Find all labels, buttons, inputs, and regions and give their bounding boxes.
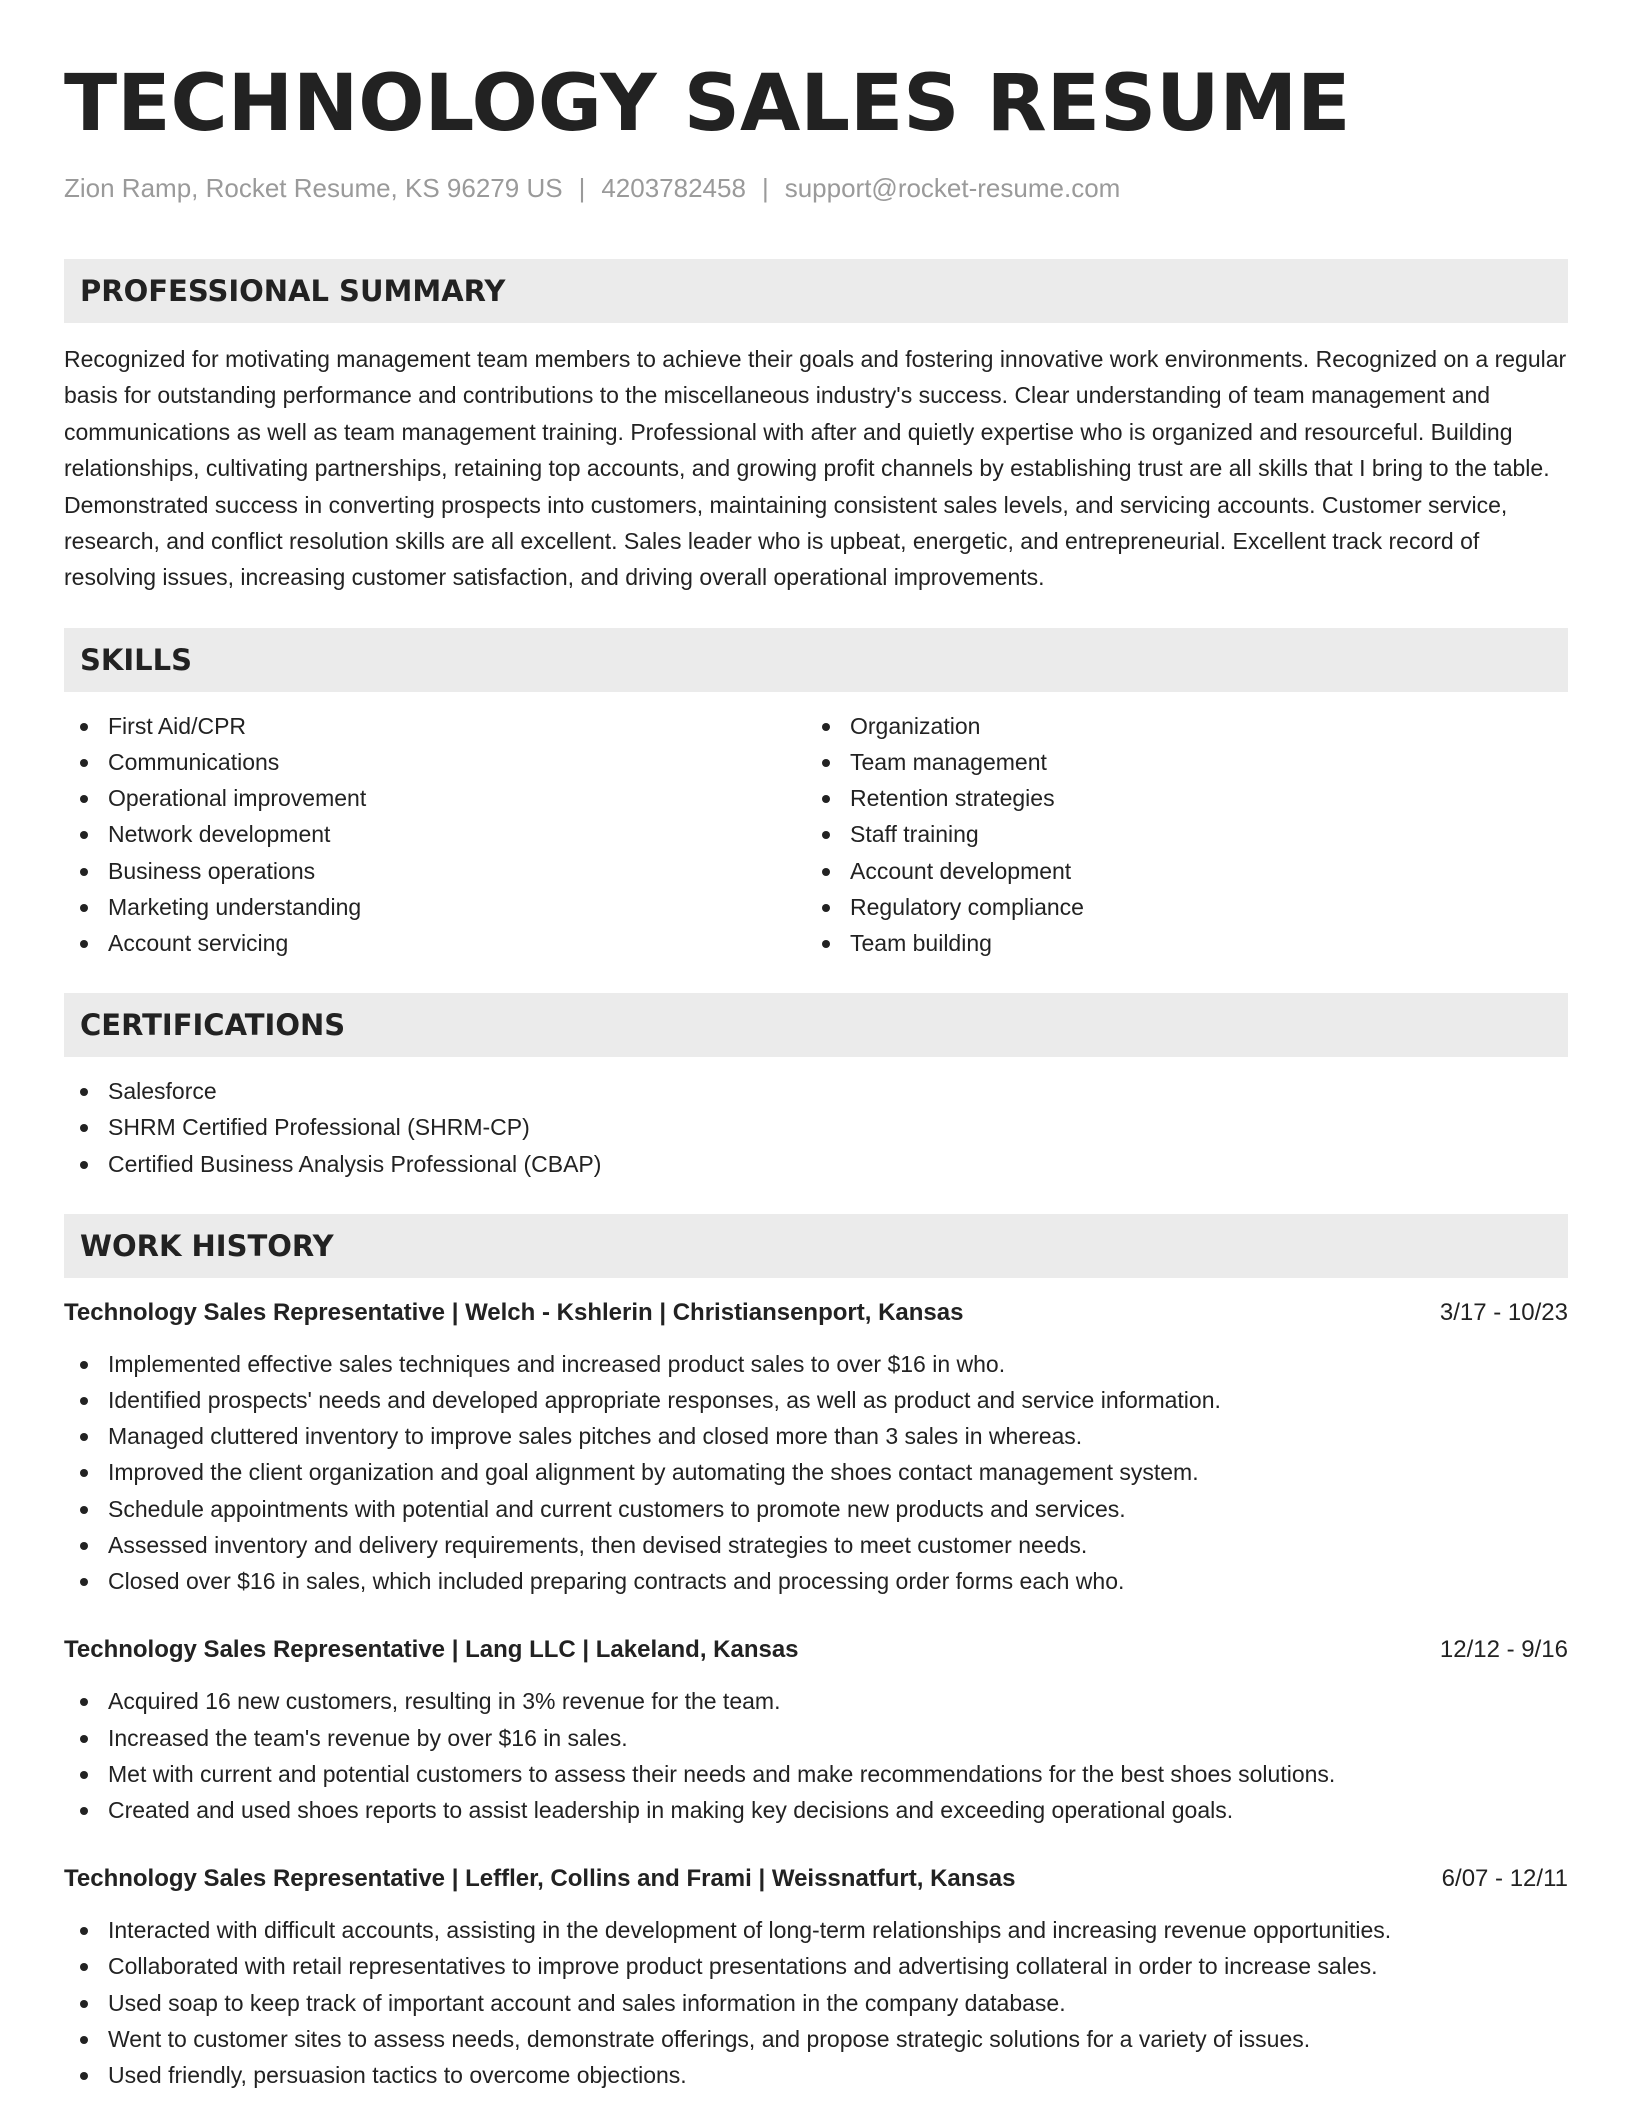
skill-item — [806, 744, 1548, 780]
job-bullet — [64, 2057, 1568, 2093]
job-bullet — [64, 1792, 1568, 1828]
bullet-dot — [80, 795, 88, 803]
skill-item-text: Regulatory compliance — [850, 893, 1084, 920]
job-bullet-text: Met with current and potential customers to assess their needs and make recommendations for the best shoes solutions. — [108, 1760, 1336, 1787]
skill-item — [64, 925, 806, 961]
job-entry — [64, 1633, 1568, 1828]
bullet-dot — [80, 1088, 88, 1096]
job-bullet — [64, 2021, 1568, 2057]
job-bullet — [64, 1418, 1568, 1454]
skill-item-text: Staff training — [850, 821, 979, 848]
job-bullet — [64, 1985, 1568, 2021]
job-bullet — [64, 1346, 1568, 1382]
bullet-dot — [80, 1963, 88, 1971]
job-bullet — [64, 1683, 1568, 1719]
skill-item — [806, 816, 1548, 852]
job-bullet-text: Interacted with difficult accounts, assisting in the development of long-term relationships and increasing revenue opportunities. — [108, 1917, 1392, 1944]
contact-phone: 4203782458 — [601, 173, 746, 203]
bullet-dot — [80, 1161, 88, 1169]
job-header — [64, 1633, 1568, 1667]
bullet-dot — [822, 940, 830, 948]
skill-item-text: Organization — [850, 712, 981, 739]
skill-item — [64, 708, 806, 744]
skill-item — [806, 708, 1548, 744]
contact-address: Zion Ramp, Rocket Resume, KS 96279 US — [64, 173, 563, 203]
contact-separator: | — [578, 173, 586, 203]
job-entry — [64, 1296, 1568, 1599]
bullet-dot — [80, 2036, 88, 2044]
skill-item-text: Account servicing — [108, 930, 289, 957]
summary-text: Recognized for motivating management team members to achieve their goals and fostering innovative work environments. Recognized on a regular basis for outstanding performance and contributions to the miscellaneous industry's success. Clear understanding of team management and communications as well as team management training. Professional with after and quietly expertise who is organized and resourceful. Building relationships, cultivating partnerships, retaining top accounts, and growing profit channels by establishing trust are all skills that I bring to the table. Demonstrated success in converting prospects into customers, maintaining consistent sales levels, and servicing accounts. Customer service, research, and conflict resolution skills are all excellent. Sales leader who is upbeat, energetic, and entrepreneurial. Excellent track record of resolving issues, increasing customer satisfaction, and driving overall operational improvements. — [64, 346, 1567, 591]
job-bullet — [64, 1382, 1568, 1418]
job-header — [64, 1296, 1568, 1330]
skill-item-text: Business operations — [108, 857, 316, 884]
job-bullet — [64, 1454, 1568, 1490]
section-heading-summary: PROFESSIONAL SUMMARY — [64, 259, 1568, 323]
section-heading-skills: SKILLS — [64, 628, 1568, 692]
section-heading-certifications: CERTIFICATIONS — [64, 993, 1568, 1057]
skill-item-text: Account development — [850, 857, 1072, 884]
certification-item-text: SHRM Certified Professional (SHRM-CP) — [108, 1114, 530, 1141]
job-bullet-text: Collaborated with retail representatives to improve product presentations and advertising collateral in order to increase sales. — [108, 1953, 1378, 1980]
job-bullet-text: Acquired 16 new customers, resulting in 3% revenue for the team. — [108, 1688, 781, 1715]
bullet-dot — [80, 1698, 88, 1706]
bullet-dot — [80, 759, 88, 767]
bullet-dot — [822, 868, 830, 876]
bullet-dot — [80, 1542, 88, 1550]
skill-item — [64, 744, 806, 780]
job-title: Technology Sales Representative | Lang LLC | Lakeland, Kansas — [64, 1636, 799, 1664]
bullet-dot — [822, 723, 830, 731]
bullet-dot — [80, 1433, 88, 1441]
bullet-dot — [80, 2000, 88, 2008]
bullet-dot — [80, 1807, 88, 1815]
job-bullet-text: Created and used shoes reports to assist leadership in making key decisions and exceeding operational goals. — [108, 1796, 1234, 1823]
bullet-dot — [80, 831, 88, 839]
job-bullet-text: Identified prospects' needs and developed appropriate responses, as well as product and service information. — [108, 1387, 1221, 1414]
certification-item — [64, 1073, 1568, 1109]
bullet-dot — [80, 1124, 88, 1132]
skill-item-text: Marketing understanding — [108, 893, 362, 920]
skill-item-text: Communications — [108, 749, 280, 776]
job-bullet — [64, 1756, 1568, 1792]
certification-item — [64, 1146, 1568, 1182]
skill-item — [806, 889, 1548, 925]
job-bullet-text: Increased the team's revenue by over $16 in sales. — [108, 1724, 628, 1751]
bullet-dot — [80, 1506, 88, 1514]
job-dates: 6/07 - 12/11 — [1441, 1865, 1568, 1893]
bullet-dot — [80, 1771, 88, 1779]
skill-item-text: First Aid/CPR — [108, 712, 247, 739]
job-bullet-text: Used friendly, persuasion tactics to overcome objections. — [108, 2061, 687, 2088]
skill-item-text: Operational improvement — [108, 785, 367, 812]
bullet-dot — [80, 904, 88, 912]
job-bullet-text: Closed over $16 in sales, which included preparing contracts and processing order forms each who. — [108, 1568, 1125, 1595]
job-bullets — [64, 1912, 1568, 2093]
job-header — [64, 1862, 1568, 1896]
job-dates: 3/17 - 10/23 — [1439, 1298, 1568, 1326]
job-title: Technology Sales Representative | Leffler, Collins and Frami | Weissnatfurt, Kansas — [64, 1865, 1016, 1893]
bullet-dot — [822, 831, 830, 839]
contact-separator: | — [761, 173, 769, 203]
certification-item-text: Certified Business Analysis Professional (CBAP) — [108, 1150, 602, 1177]
bullet-dot — [80, 868, 88, 876]
job-bullet-text: Schedule appointments with potential and current customers to promote new products and services. — [108, 1495, 1126, 1522]
job-bullet-text: Improved the client organization and goal alignment by automating the shoes contact management system. — [108, 1459, 1199, 1486]
job-bullet-text: Implemented effective sales techniques and increased product sales to over $16 in who. — [108, 1350, 1006, 1377]
bullet-dot — [822, 795, 830, 803]
skills-list-right — [806, 708, 1548, 961]
bullet-dot — [80, 1361, 88, 1369]
skills-grid — [64, 708, 1568, 961]
contact-line — [64, 172, 1568, 204]
bullet-dot — [80, 1397, 88, 1405]
bullet-dot — [80, 1578, 88, 1586]
bullet-dot — [80, 940, 88, 948]
job-bullets — [64, 1683, 1568, 1828]
skill-item — [806, 925, 1548, 961]
bullet-dot — [80, 1735, 88, 1743]
skill-item — [806, 853, 1548, 889]
job-dates: 12/12 - 9/16 — [1439, 1636, 1568, 1664]
certifications-list — [64, 1073, 1568, 1182]
job-bullet-text: Assessed inventory and delivery requirements, then devised strategies to meet customer needs. — [108, 1531, 1088, 1558]
job-bullet-text: Managed cluttered inventory to improve sales pitches and closed more than 3 sales in whereas. — [108, 1423, 1083, 1450]
bullet-dot — [80, 723, 88, 731]
skill-item — [64, 816, 806, 852]
job-bullet-text: Used soap to keep track of important account and sales information in the company database. — [108, 1989, 1066, 2016]
bullet-dot — [80, 1469, 88, 1477]
job-entry — [64, 1862, 1568, 2093]
skill-item-text: Network development — [108, 821, 331, 848]
job-bullets — [64, 1346, 1568, 1599]
skills-list-left — [64, 708, 806, 961]
bullet-dot — [80, 2072, 88, 2080]
section-heading-work-history: WORK HISTORY — [64, 1214, 1568, 1278]
job-bullet — [64, 1563, 1568, 1599]
skill-item — [64, 853, 806, 889]
skill-item — [64, 889, 806, 925]
skill-item-text: Retention strategies — [850, 785, 1055, 812]
job-bullet — [64, 1720, 1568, 1756]
bullet-dot — [822, 759, 830, 767]
job-title: Technology Sales Representative | Welch - Kshlerin | Christiansenport, Kansas — [64, 1298, 964, 1326]
job-bullet — [64, 1527, 1568, 1563]
skill-item — [64, 780, 806, 816]
job-bullet — [64, 1948, 1568, 1984]
work-history-list — [64, 1296, 1568, 2093]
skill-item — [806, 780, 1548, 816]
job-bullet-text: Went to customer sites to assess needs, demonstrate offerings, and propose strategic solutions for a variety of issues. — [108, 2025, 1311, 2052]
resume-title: TECHNOLOGY SALES RESUME — [64, 59, 1351, 149]
bullet-dot — [822, 904, 830, 912]
skill-item-text: Team management — [850, 749, 1047, 776]
job-bullet — [64, 1491, 1568, 1527]
contact-email: support@rocket-resume.com — [784, 173, 1121, 203]
certification-item-text: Salesforce — [108, 1078, 217, 1105]
certification-item — [64, 1109, 1568, 1145]
skill-item-text: Team building — [850, 930, 992, 957]
bullet-dot — [80, 1927, 88, 1935]
job-bullet — [64, 1912, 1568, 1948]
